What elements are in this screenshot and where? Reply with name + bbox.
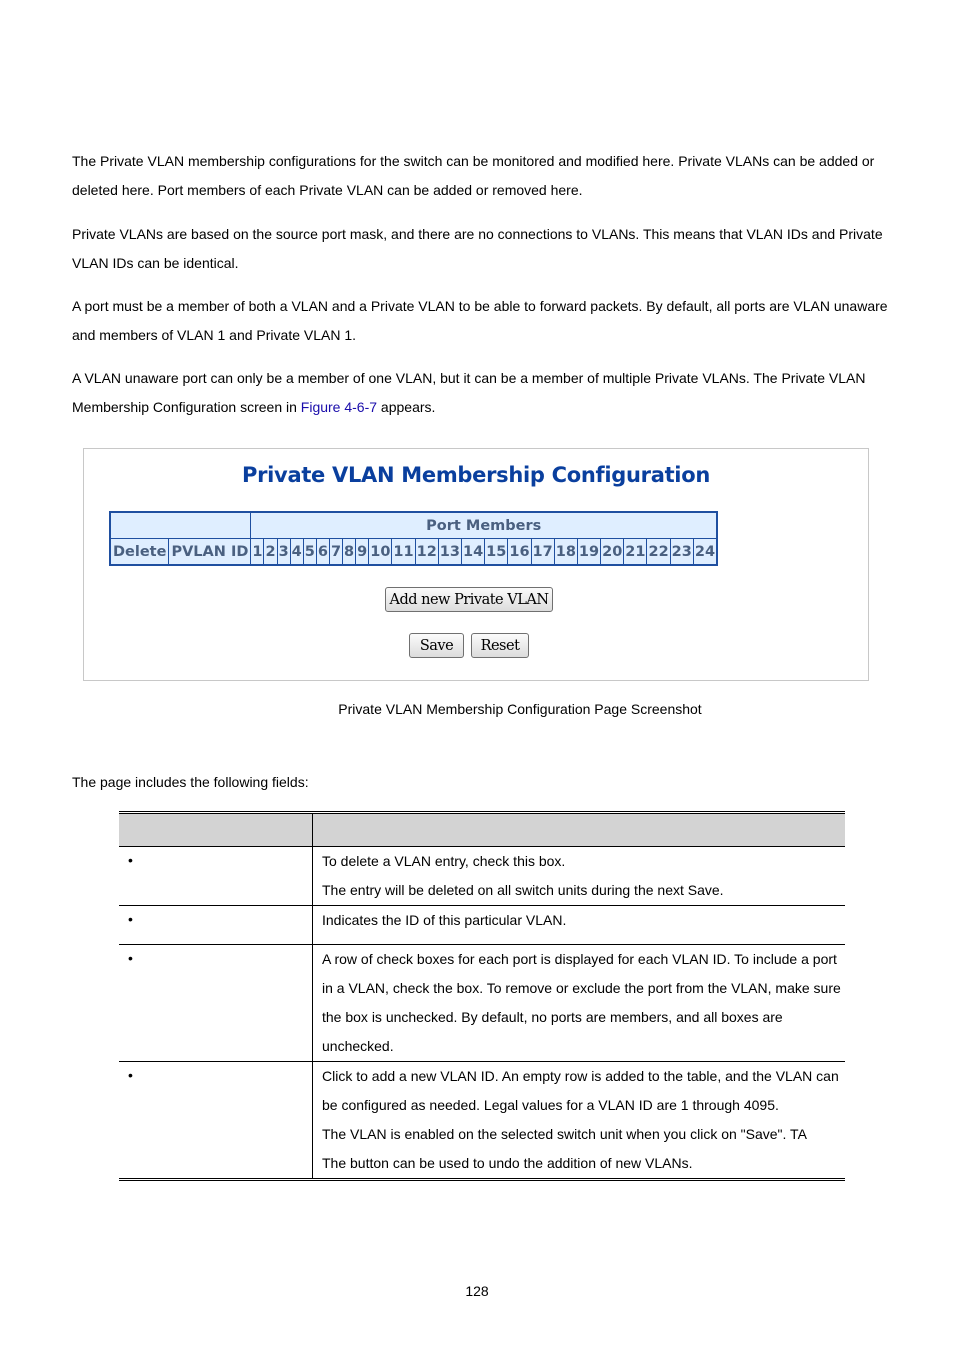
fields-table	[119, 811, 845, 1181]
port-column-header: 21	[624, 539, 647, 566]
table-row	[119, 847, 845, 906]
table-row	[119, 1062, 845, 1180]
port-column-header: 10	[369, 539, 392, 566]
description-line: The entry will be deleted on all switch units during the next Save.	[322, 882, 724, 898]
port-column-header: 18	[554, 539, 577, 566]
description-line: The VLAN is enabled on the selected switch unit when you click on "Save". TA	[322, 1126, 807, 1142]
bullet-icon: •	[128, 1067, 133, 1083]
figure-caption: Private VLAN Membership Configuration Page Screenshot	[338, 701, 702, 717]
port-column-header: 16	[508, 539, 531, 566]
port-column-header: 7	[329, 539, 342, 566]
port-column-header: 12	[415, 539, 438, 566]
intro-paragraph-1: The Private VLAN membership configurations for the switch can be monitored and modified here. Private VLANs can be added or deleted here. Port members of each Private VLAN can be added or removed here.	[72, 153, 875, 198]
header-blank	[110, 512, 251, 539]
screenshot-frame	[83, 448, 869, 681]
header-cell-object	[119, 813, 313, 847]
paragraph-4-text: A VLAN unaware port can only be a member of one VLAN, but it can be a member of multiple Private VLANs. The Private VLAN Membership Configuration screen in	[72, 370, 866, 415]
bullet-icon: •	[128, 911, 133, 927]
fields-intro: The page includes the following fields:	[72, 774, 309, 790]
table-row	[119, 906, 845, 945]
delete-column-header: Delete	[110, 539, 169, 566]
port-column-header: 9	[356, 539, 369, 566]
port-column-header: 13	[438, 539, 461, 566]
description-line: The button can be used to undo the addition of new VLANs.	[322, 1155, 693, 1171]
config-title: Private VLAN Membership Configuration	[242, 463, 710, 487]
port-column-header: 2	[264, 539, 277, 566]
add-new-private-vlan-button[interactable]: Add new Private VLAN	[385, 587, 553, 612]
description-line: A row of check boxes for each port is displayed for each VLAN ID. To include a port in a VLAN, check the box. To remove or exclude the port from the VLAN, make sure the box is unchecked. By default, no ports are members, and all boxes are unchecked.	[322, 951, 841, 1054]
port-column-header: 17	[531, 539, 554, 566]
port-column-header: 14	[461, 539, 484, 566]
description-cell	[313, 945, 846, 1062]
port-column-header: 3	[277, 539, 290, 566]
port-members-header: Port Members	[251, 512, 717, 539]
bullet-icon: •	[128, 950, 133, 966]
object-cell	[119, 847, 313, 906]
page-number: 128	[465, 1283, 489, 1299]
port-column-header: 5	[303, 539, 316, 566]
pvlan-id-column-header: PVLAN ID	[169, 539, 251, 566]
figure-link[interactable]: Figure 4-6-7	[300, 399, 378, 415]
port-column-header: 23	[670, 539, 693, 566]
port-column-header: 20	[601, 539, 624, 566]
port-column-header: 4	[290, 539, 303, 566]
paragraph-4-tail: appears.	[377, 399, 436, 415]
description-line: To delete a VLAN entry, check this box.	[322, 853, 566, 869]
bullet-icon: •	[128, 852, 133, 868]
fields-table-header	[119, 813, 845, 847]
object-cell	[119, 1062, 313, 1180]
intro-paragraph-3: A port must be a member of both a VLAN and a Private VLAN to be able to forward packets. By default, all ports are VLAN unaware and members of VLAN 1 and Private VLAN 1.	[72, 298, 888, 343]
port-column-header: 8	[343, 539, 356, 566]
description-line: Click to add a new VLAN ID. An empty row is added to the table, and the VLAN can be configured as needed. Legal values for a VLAN ID are 1 through 4095.	[322, 1068, 839, 1113]
intro-paragraph-2: Private VLANs are based on the source port mask, and there are no connections to VLANs. This means that VLAN IDs and Private VLAN IDs can be identical.	[72, 226, 883, 271]
object-cell	[119, 906, 313, 945]
port-column-header: 15	[485, 539, 508, 566]
port-column-header: 1	[251, 539, 264, 566]
port-column-header: 24	[693, 539, 717, 566]
description-cell	[313, 1062, 846, 1180]
description-cell	[313, 906, 846, 945]
port-column-header: 19	[577, 539, 600, 566]
reset-button[interactable]: Reset	[471, 633, 529, 658]
port-column-header: 11	[392, 539, 415, 566]
save-button[interactable]: Save	[409, 633, 464, 658]
table-row	[119, 945, 845, 1062]
description-cell	[313, 847, 846, 906]
port-column-header: 6	[316, 539, 329, 566]
description-line: Indicates the ID of this particular VLAN.	[322, 912, 567, 928]
private-vlan-table	[109, 511, 718, 566]
intro-paragraph-4	[72, 364, 890, 422]
object-cell	[119, 945, 313, 1062]
header-cell-description	[313, 813, 846, 847]
port-column-header: 22	[647, 539, 670, 566]
